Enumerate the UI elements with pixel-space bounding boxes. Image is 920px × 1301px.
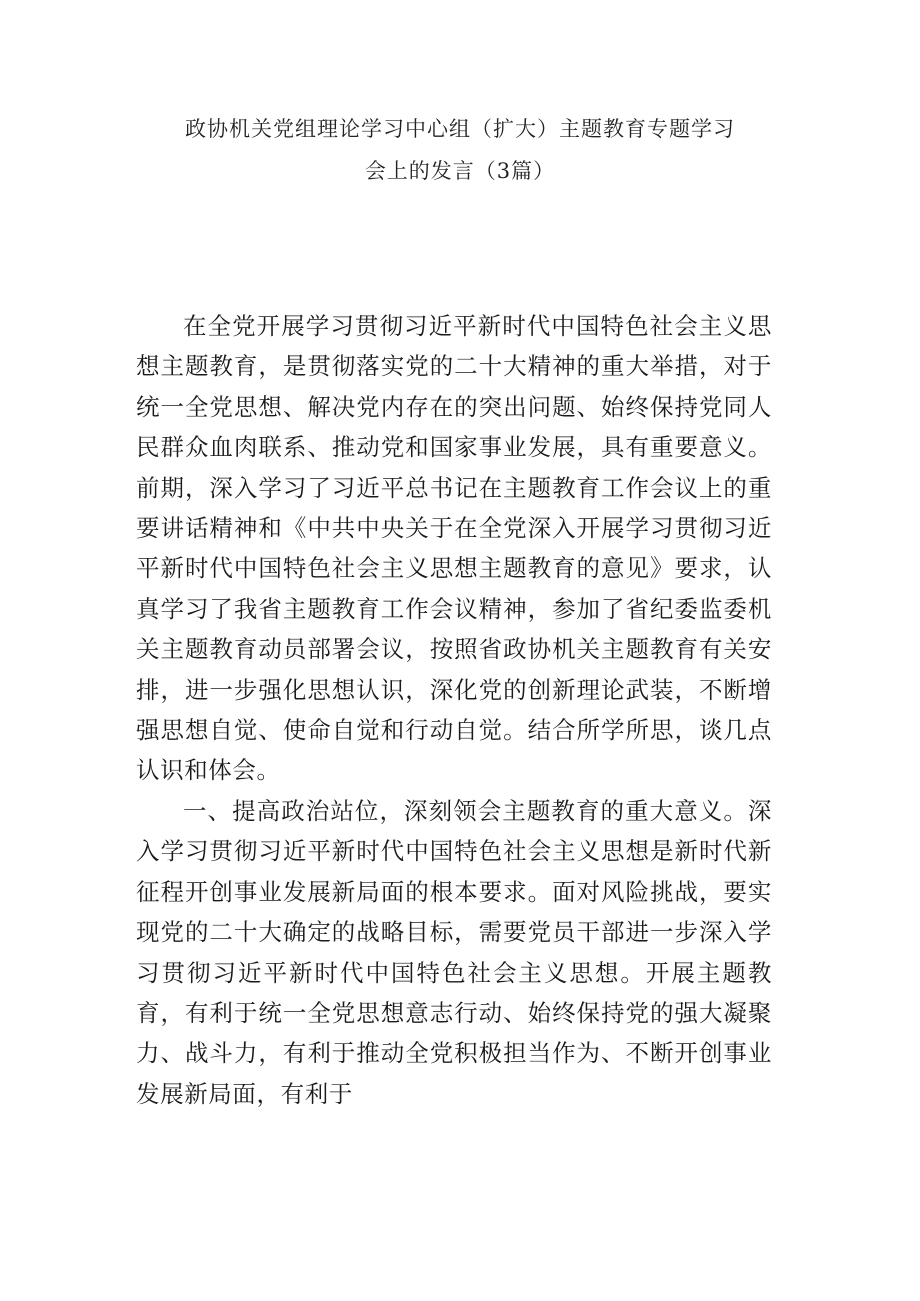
document-body <box>136 306 772 1114</box>
body-paragraph-section-1: 一、提高政治站位，深刻领会主题教育的重大意义。深入学习贯彻习近平新时代中国特色社会主义思想是新时代新征程开创事业发展新局面的根本要求。面对风险挑战，要实现党的二十大确定的战略目标，需要党员干部进一步深入学习贯彻习近平新时代中国特色社会主义思想。开展主题教育，有利于统一全党思想意志行动、始终保持党的强大凝聚力、战斗力，有利于推动全党积极担当作为、不断开创事业发展新局面，有利于 <box>136 796 772 1108</box>
document-title-line-1: 政协机关党组理论学习中心组（扩大）主题教育专题学习 <box>185 117 735 141</box>
body-paragraph-intro: 在全党开展学习贯彻习近平新时代中国特色社会主义思想主题教育，是贯彻落实党的二十大精神的重大举措，对于统一全党思想、解决党内存在的突出问题、始终保持党同人民群众血肉联系、推动党和国家事业发展，具有重要意义。前期，深入学习了习近平总书记在主题教育工作会议上的重要讲话精神和《中共中央关于在全党深入开展学习贯彻习近平新时代中国特色社会主义思想主题教育的意见》要求，认真学习了我省主题教育工作会议精神，参加了省纪委监委机关主题教育动员部署会议，按照省政协机关主题教育有关安排，进一步强化思想认识，深化党的创新理论武装，不断增强思想自觉、使命自觉和行动自觉。结合所学所思，谈几点认识和体会。 <box>136 312 772 785</box>
document-title-line-2: 会上的发言（3篇） <box>364 159 556 183</box>
